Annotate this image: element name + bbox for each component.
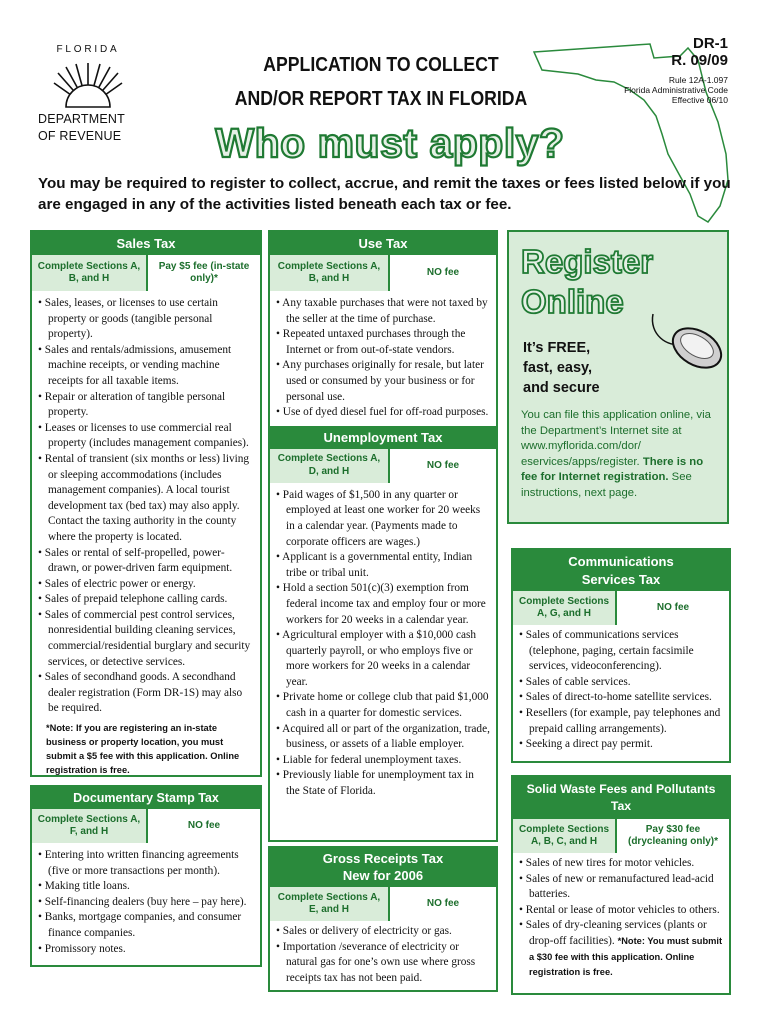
intro-text: You may be required to register to collect, accrue, and remit the taxes or fees listed below if you are engaged in any of the activities listed beneath each tax or fee. xyxy=(38,175,731,213)
unemployment-fee: NO fee xyxy=(390,449,496,483)
register-text-end: See instructions, next page. xyxy=(521,471,692,499)
sun-icon xyxy=(52,59,124,109)
gross-receipts-title: Gross Receipts Tax xyxy=(270,848,496,867)
list-item: • Use of dyed diesel fuel for off-road purposes. xyxy=(276,405,490,421)
solid-waste-title: Solid Waste Fees and Pollutants xyxy=(513,777,729,797)
list-item: • Leases or licenses to use commercial real property (includes management companies). xyxy=(38,421,254,452)
solid-waste-sections: Complete Sections A, B, C, and H xyxy=(513,819,617,853)
list-item: • Any taxable purchases that were not taxed by the seller at the time of purchase. xyxy=(276,296,490,327)
mouse-icon xyxy=(647,304,727,380)
unemployment-sections: Complete Sections A, D, and H xyxy=(270,449,390,483)
unemployment-subheader xyxy=(270,449,496,483)
list-item: • Previously liable for unemployment tax in the State of Florida. xyxy=(276,768,490,799)
list-item: • Rental of transient (six months or less) living or sleeping accommodations (includes management companies). A local tourist development tax (bed tax) may also apply. Contact the taxing authority in the county where the property is located. xyxy=(38,452,254,546)
communications-subtitle: Services Tax xyxy=(513,570,729,591)
sales-tax-panel xyxy=(30,230,262,777)
register-online-panel xyxy=(507,230,729,524)
list-item: • Sales of prepaid telephone calling cards. xyxy=(38,592,254,608)
list-item: • Sales of commercial pest control services, nonresidential building cleaning services, commercial/residential burglary and security services, or detective services. xyxy=(38,608,254,670)
gross-receipts-sections: Complete Sections A, E, and H xyxy=(270,887,390,921)
effective-date: Effective 06/10 xyxy=(671,95,728,105)
solid-waste-fee: Pay $30 fee (drycleaning only)* xyxy=(617,819,729,853)
unemployment-list xyxy=(270,483,496,804)
doc-stamp-list xyxy=(32,843,260,961)
list-item: • Agricultural employer with a $10,000 cash quarterly payroll, or who employs five or more workers for 20 weeks in a calendar year. xyxy=(276,628,490,690)
use-tax-panel xyxy=(268,230,498,842)
solid-waste-note: *Note: You must submit a $30 fee with this application. Online registration is free. xyxy=(529,935,723,978)
register-free-3: and secure xyxy=(523,380,600,396)
list-item: • Rental or lease of motor vehicles to others. xyxy=(519,903,723,919)
list-item: • Importation /severance of electricity or natural gas for one’s own use where gross receipts tax has not been paid. xyxy=(276,940,490,987)
list-item: • Sales and rentals/admissions, amusement machine receipts, or vending machine receipts for all taxable items. xyxy=(38,343,254,390)
gross-receipts-subheader xyxy=(270,887,496,921)
list-item: • Hold a section 501(c)(3) exemption from federal income tax and employ four or more workers for 20 weeks in a calendar year. xyxy=(276,581,490,628)
doc-stamp-panel xyxy=(30,785,262,967)
communications-subheader xyxy=(513,591,729,625)
form-number: DR-1 xyxy=(692,35,728,52)
sales-tax-subheader xyxy=(32,255,260,291)
list-item: • Private home or college club that paid $1,000 cash in a quarter for domestic services. xyxy=(276,690,490,721)
list-item: • Seeking a direct pay permit. xyxy=(519,737,723,753)
register-free-2: fast, easy, xyxy=(523,360,593,376)
communications-sections: Complete Sections A, G, and H xyxy=(513,591,617,625)
list-item: • Banks, mortgage companies, and consumer finance companies. xyxy=(38,910,254,941)
logo-state-name: FLORIDA xyxy=(56,44,120,55)
gross-receipts-list xyxy=(270,921,496,990)
use-tax-fee: NO fee xyxy=(390,255,496,291)
register-title-1: Register xyxy=(521,243,654,280)
list-item: • Sales of new or remanufactured lead-acid batteries. xyxy=(519,872,723,903)
list-item: • Sales of new tires for motor vehicles. xyxy=(519,856,723,872)
list-item: • Sales, leases, or licenses to use certain property or goods (tangible personal property). xyxy=(38,296,254,343)
solid-waste-item-text: Sales of dry-cleaning services (plants or drop-off facilities). xyxy=(525,919,707,947)
list-item: • Sales or rental of self-propelled, power-drawn, or power-driven farm equipment. xyxy=(38,546,254,577)
register-text xyxy=(509,398,727,501)
headline: Who must apply? xyxy=(215,120,565,166)
list-item: • Acquired all or part of the organization, trade, business, or assets of a liable employer. xyxy=(276,722,490,753)
gross-receipts-fee: NO fee xyxy=(390,887,496,921)
list-item: • Sales of communications services (telephone, paging, certain facsimile services, videoconferencing). xyxy=(519,628,723,675)
list-item: • Making title loans. xyxy=(38,879,254,895)
solid-waste-panel xyxy=(511,775,731,995)
list-item: • Sales of direct-to-home satellite services. xyxy=(519,690,723,706)
gross-receipts-panel xyxy=(268,846,498,992)
sales-tax-title: Sales Tax xyxy=(32,232,260,255)
list-item: • Entering into written financing agreements (five or more transactions per month). xyxy=(38,848,254,879)
list-item: • Sales of secondhand goods. A secondhand dealer registration (Form DR-1S) may also be required. xyxy=(38,670,254,717)
list-item: • Repeated untaxed purchases through the Internet or from out-of-state vendors. xyxy=(276,327,490,358)
logo-dept-2: OF REVENUE xyxy=(38,129,122,143)
page-title-line-2: AND/OR REPORT TAX IN FLORIDA xyxy=(234,87,528,110)
logo-dept-1: DEPARTMENT xyxy=(38,112,125,126)
doc-stamp-subheader xyxy=(32,809,260,843)
form-id xyxy=(600,35,728,105)
sales-tax-list xyxy=(32,291,260,721)
communications-fee: NO fee xyxy=(617,591,729,625)
sales-tax-sections: Complete Sections A, B, and H xyxy=(32,255,148,291)
list-item: • Sales of electric power or energy. xyxy=(38,577,254,593)
communications-panel xyxy=(511,548,731,763)
list-item xyxy=(519,918,723,980)
list-item: • Liable for federal unemployment taxes. xyxy=(276,753,490,769)
register-title-2: Online xyxy=(521,283,624,320)
list-item: • Promissory notes. xyxy=(38,942,254,958)
doc-stamp-fee: NO fee xyxy=(148,809,260,843)
sales-tax-fee: Pay $5 fee (in-state only)* xyxy=(148,255,260,291)
communications-title: Communications xyxy=(513,550,729,570)
gross-receipts-subtitle: New for 2006 xyxy=(270,867,496,887)
list-item: • Applicant is a governmental entity, Indian tribe or tribal unit. xyxy=(276,550,490,581)
doc-stamp-sections: Complete Sections A, F, and H xyxy=(32,809,148,843)
list-item: • Sales or delivery of electricity or gas. xyxy=(276,924,490,940)
rule-number: Rule 12A-1.097 xyxy=(668,75,728,85)
solid-waste-subheader xyxy=(513,819,729,853)
doc-stamp-title: Documentary Stamp Tax xyxy=(32,787,260,809)
unemployment-title: Unemployment Tax xyxy=(270,426,496,449)
list-item: • Sales of cable services. xyxy=(519,675,723,691)
use-tax-sections: Complete Sections A, B, and H xyxy=(270,255,390,291)
admin-code: Florida Administrative Code xyxy=(624,85,728,95)
use-tax-title: Use Tax xyxy=(270,232,496,255)
list-item: • Resellers (for example, pay telephones and prepaid calling arrangements). xyxy=(519,706,723,737)
register-free-1: It’s FREE, xyxy=(523,340,591,356)
register-text-plain: You can file this application online, via the Department’s Internet site at www.myflorida.com/dor/ eservices/apps/register. xyxy=(521,409,711,468)
list-item: • Self-financing dealers (buy here – pay here). xyxy=(38,895,254,911)
register-text-bold: There is no fee for Internet registration. xyxy=(521,455,704,483)
list-item: • Any purchases originally for resale, but later used or consumed by your business or for personal use. xyxy=(276,358,490,405)
dor-logo xyxy=(38,44,138,170)
list-item: • Paid wages of $1,500 in any quarter or employed at least one worker for 20 weeks in a calendar year. (Payments made to corporate officers are wages.) xyxy=(276,488,490,550)
use-tax-list xyxy=(270,291,496,425)
use-tax-subheader xyxy=(270,255,496,291)
solid-waste-subtitle: Tax xyxy=(513,797,729,819)
communications-list xyxy=(513,625,729,757)
form-revision: R. 09/09 xyxy=(671,52,728,69)
page-title-line-1: APPLICATION TO COLLECT xyxy=(263,53,499,76)
list-item: • Repair or alteration of tangible personal property. xyxy=(38,390,254,421)
sales-tax-note: *Note: If you are registering an in-state business or property location, you must submit a $5 fee with this application. Online registration is free. xyxy=(46,723,240,776)
solid-waste-list xyxy=(513,853,729,985)
